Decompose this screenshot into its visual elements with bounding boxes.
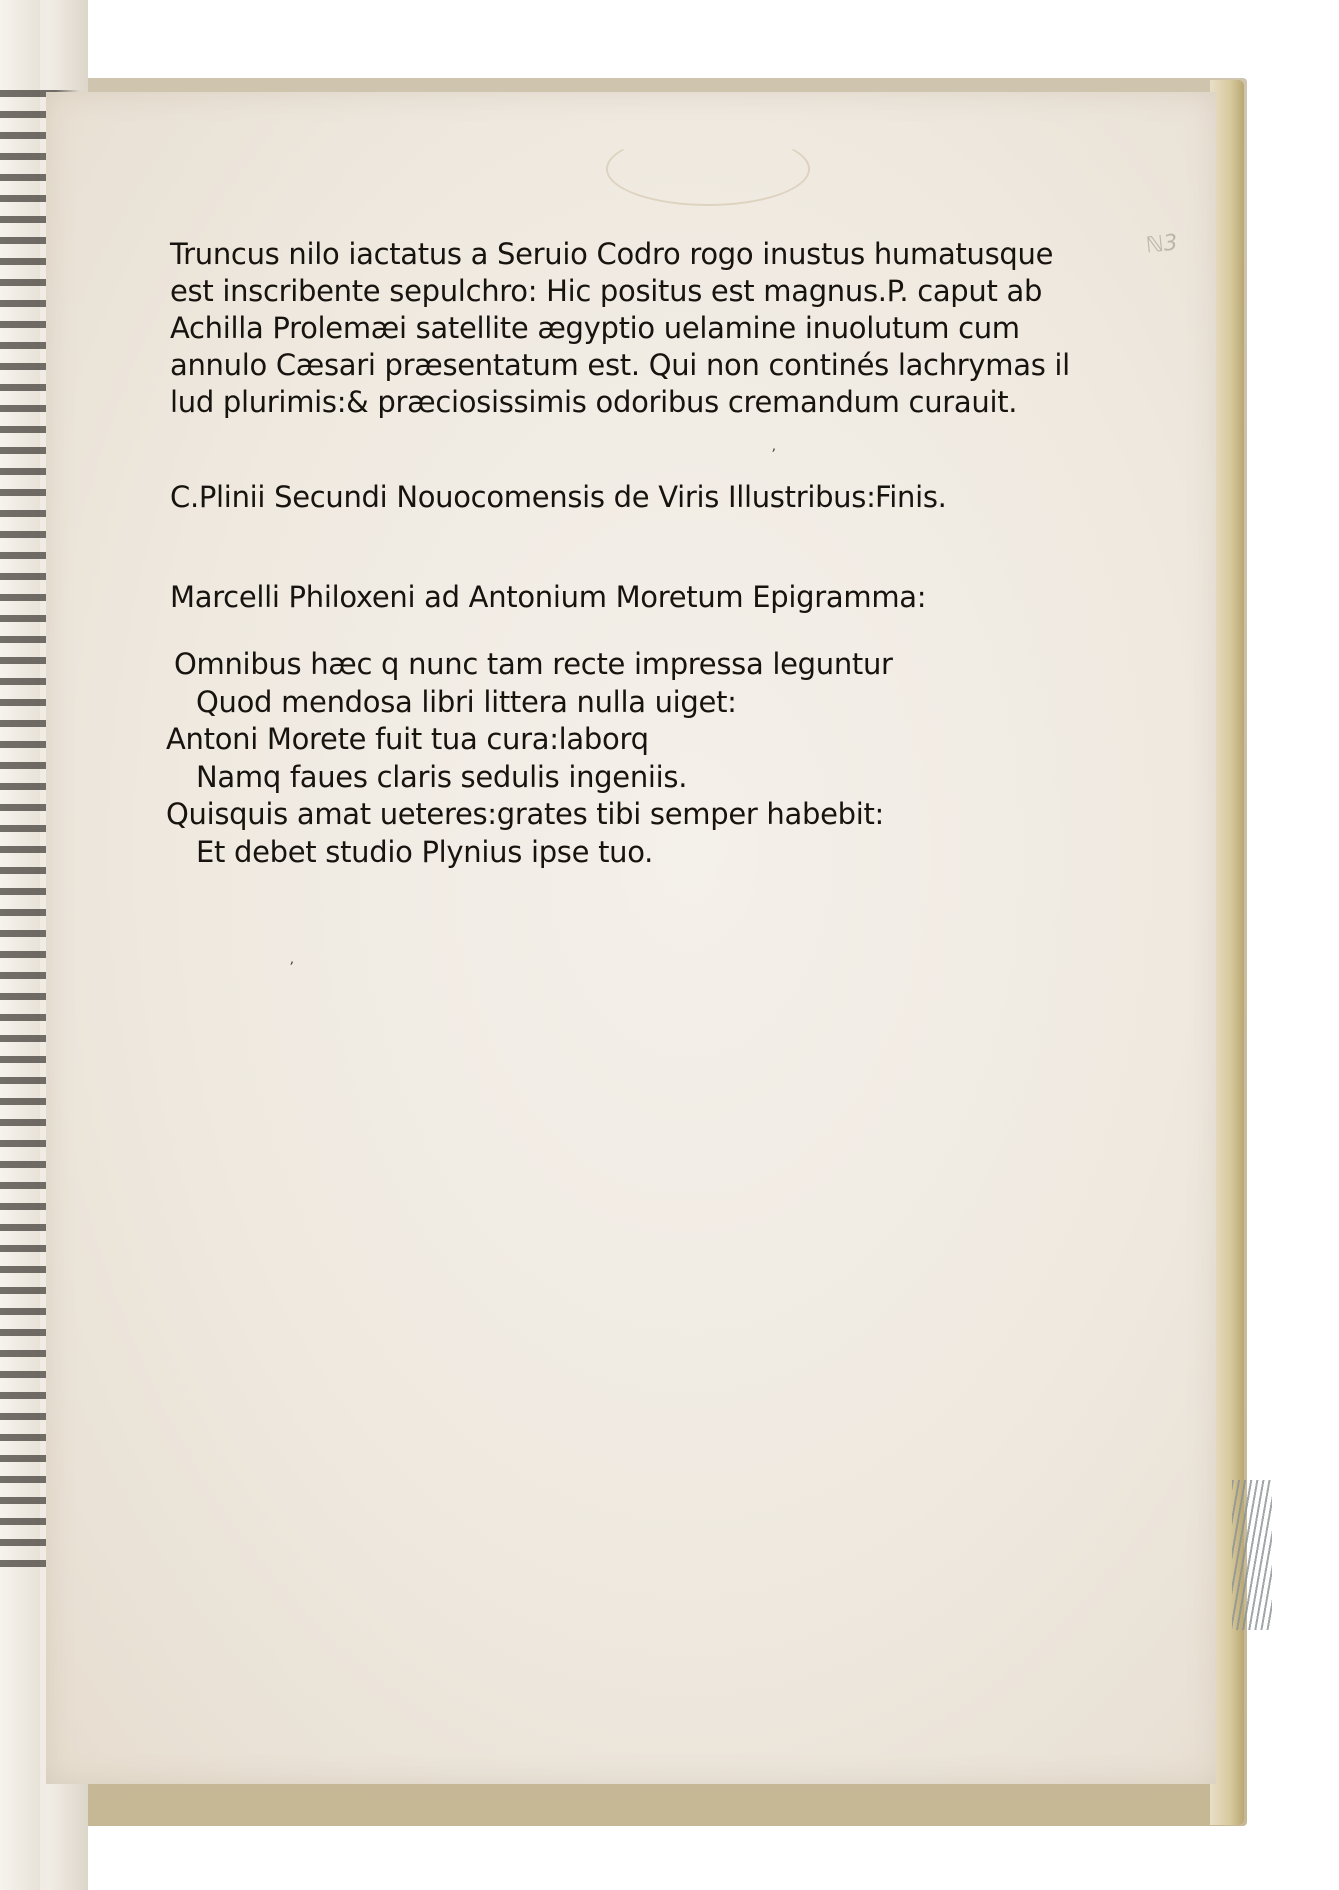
- paragraph-line: Achilla Prolemæi satellite ægyptio uelamine inuolutum cum: [170, 311, 1020, 345]
- colophon: [170, 480, 970, 514]
- ink-speck: ʼ: [289, 960, 294, 976]
- poem-line: Antoni Morete fuit tua cura:laborq: [166, 722, 649, 756]
- pencil-annotation: ℕ3: [1144, 230, 1179, 259]
- epigram-title: Marcelli Philoxeni ad Antonium Moretum Epigramma:: [170, 580, 927, 614]
- poem-line: Quisquis amat ueteres:grates tibi semper habebit:: [166, 797, 885, 831]
- ribbon-bookmark: [1232, 1480, 1272, 1630]
- paragraph-line: annulo Cæsari præsentatum est. Qui non continés lachrymas il: [170, 348, 1070, 382]
- poem-line: Quod mendosa libri littera nulla uiget:: [196, 684, 737, 719]
- paragraph-line: lud plurimis:& præciosissimis odoribus cremandum curauit.: [170, 385, 1018, 419]
- ink-speck: ʼ: [771, 447, 776, 463]
- closing-paragraph: [170, 236, 1070, 421]
- poem-line: Namq faues claris sedulis ingeniis.: [196, 759, 688, 794]
- paragraph-line: Truncus nilo iactatus a Seruio Codro rogo inustus humatusque: [170, 237, 1054, 271]
- colophon-finis: Finis.: [875, 480, 947, 514]
- paragraph-line: est inscribente sepulchro: Hic positus est magnus.P. caput ab: [170, 274, 1043, 308]
- water-stain: [606, 132, 810, 206]
- poem-line: Omnibus hæc q nunc tam recte impressa leguntur: [174, 647, 893, 681]
- poem-line: Et debet studio Plynius ipse tuo.: [196, 834, 654, 869]
- epigram-poem: [166, 646, 1070, 871]
- colophon-title: C.Plinii Secundi Nouocomensis de Viris Illustribus:: [170, 480, 876, 514]
